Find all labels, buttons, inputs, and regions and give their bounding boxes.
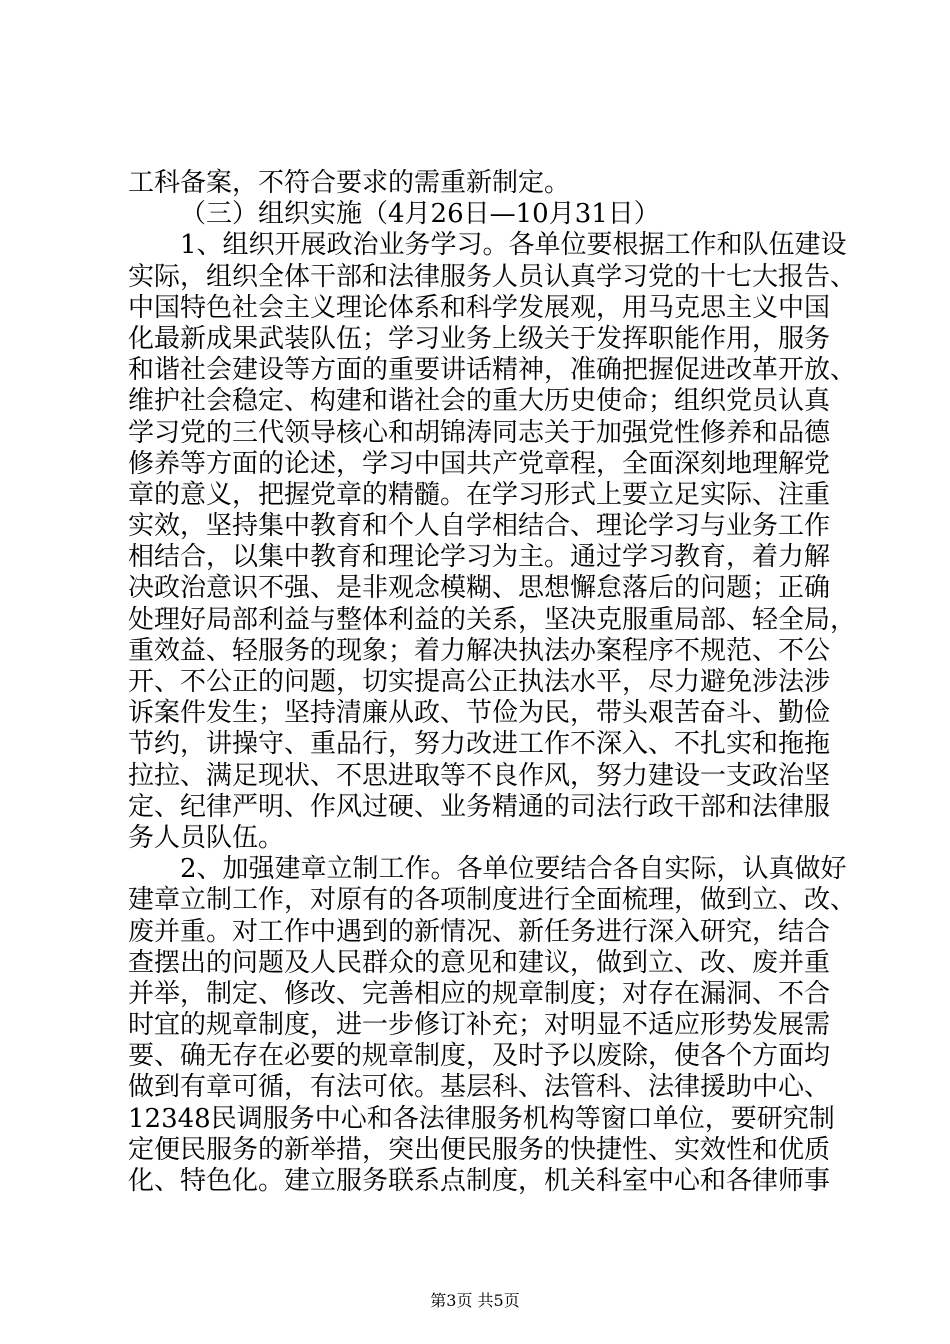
text-line: 章的意义，把握党章的精髓。在学习形式上要立足实际、注重 bbox=[128, 479, 831, 510]
text-line: 建章立制工作，对原有的各项制度进行全面梳理，做到立、改、 bbox=[128, 885, 857, 916]
section-heading: （三）组织实施（4月26日—10月31日） bbox=[180, 199, 660, 230]
text-line: 实效，坚持集中教育和个人自学相结合、理论学习与业务工作 bbox=[128, 511, 831, 542]
text-line: 拉拉、满足现状、不思进取等不良作风，努力建设一支政治坚 bbox=[128, 760, 831, 791]
text-line: 决政治意识不强、是非观念模糊、思想懈怠落后的问题；正确 bbox=[128, 573, 831, 604]
text-line: 相结合，以集中教育和理论学习为主。通过学习教育，着力解 bbox=[128, 542, 831, 573]
text-line: 处理好局部利益与整体利益的关系，坚决克服重局部、轻全局， bbox=[128, 604, 857, 635]
text-line: 化最新成果武装队伍；学习业务上级关于发挥职能作用，服务 bbox=[128, 323, 831, 354]
text-line: 做到有章可循，有法可依。基层科、法管科、法律援助中心、 bbox=[128, 1072, 831, 1103]
text-line: 诉案件发生；坚持清廉从政、节俭为民，带头艰苦奋斗、勤俭 bbox=[128, 698, 831, 729]
page-number-footer: 第3页 共5页 bbox=[430, 1291, 520, 1310]
text-line: 重效益、轻服务的现象；着力解决执法办案程序不规范、不公 bbox=[128, 635, 831, 666]
text-line: 要、确无存在必要的规章制度，及时予以废除，使各个方面均 bbox=[128, 1041, 831, 1072]
paragraph-end: 务人员队伍。 bbox=[128, 822, 285, 853]
paragraph-start: 2、加强建章立制工作。各单位要结合各自实际，认真做好 bbox=[180, 854, 847, 885]
text-line: 学习党的三代领导核心和胡锦涛同志关于加强党性修养和品德 bbox=[128, 417, 831, 448]
text-line: 中国特色社会主义理论体系和科学发展观，用马克思主义中国 bbox=[128, 292, 831, 323]
text-line: 实际，组织全体干部和法律服务人员认真学习党的十七大报告、 bbox=[128, 261, 857, 292]
text-line: 并举，制定、修改、完善相应的规章制度；对存在漏洞、不合 bbox=[128, 978, 831, 1009]
text-line: 时宜的规章制度，进一步修订补充；对明显不适应形势发展需 bbox=[128, 1010, 831, 1041]
text-line: 和谐社会建设等方面的重要讲话精神，准确把握促进改革开放、 bbox=[128, 355, 857, 386]
text-line: 节约，讲操守、重品行，努力改进工作不深入、不扎实和拖拖 bbox=[128, 729, 831, 760]
text-line: 废并重。对工作中遇到的新情况、新任务进行深入研究，结合 bbox=[128, 916, 831, 947]
text-line: 维护社会稳定、构建和谐社会的重大历史使命；组织党员认真 bbox=[128, 386, 831, 417]
text-line: 查摆出的问题及人民群众的意见和建议，做到立、改、废并重 bbox=[128, 947, 831, 978]
text-line: 定便民服务的新举措，突出便民服务的快捷性、实效性和优质 bbox=[128, 1134, 831, 1165]
text-line: 工科备案，不符合要求的需重新制定。 bbox=[128, 168, 571, 198]
document-body bbox=[128, 168, 857, 1197]
text-line: 化、特色化。建立服务联系点制度，机关科室中心和各律师事 bbox=[128, 1166, 831, 1196]
text-line: 修养等方面的论述，学习中国共产党章程，全面深刻地理解党 bbox=[128, 448, 831, 479]
text-line: 开、不公正的问题，切实提高公正执法水平，尽力避免涉法涉 bbox=[128, 667, 831, 697]
text-line: 12348民调服务中心和各法律服务机构等窗口单位，要研究制 bbox=[128, 1103, 835, 1134]
text-line: 定、纪律严明、作风过硬、业务精通的司法行政干部和法律服 bbox=[128, 791, 831, 822]
paragraph-start: 1、组织开展政治业务学习。各单位要根据工作和队伍建设 bbox=[180, 230, 847, 261]
